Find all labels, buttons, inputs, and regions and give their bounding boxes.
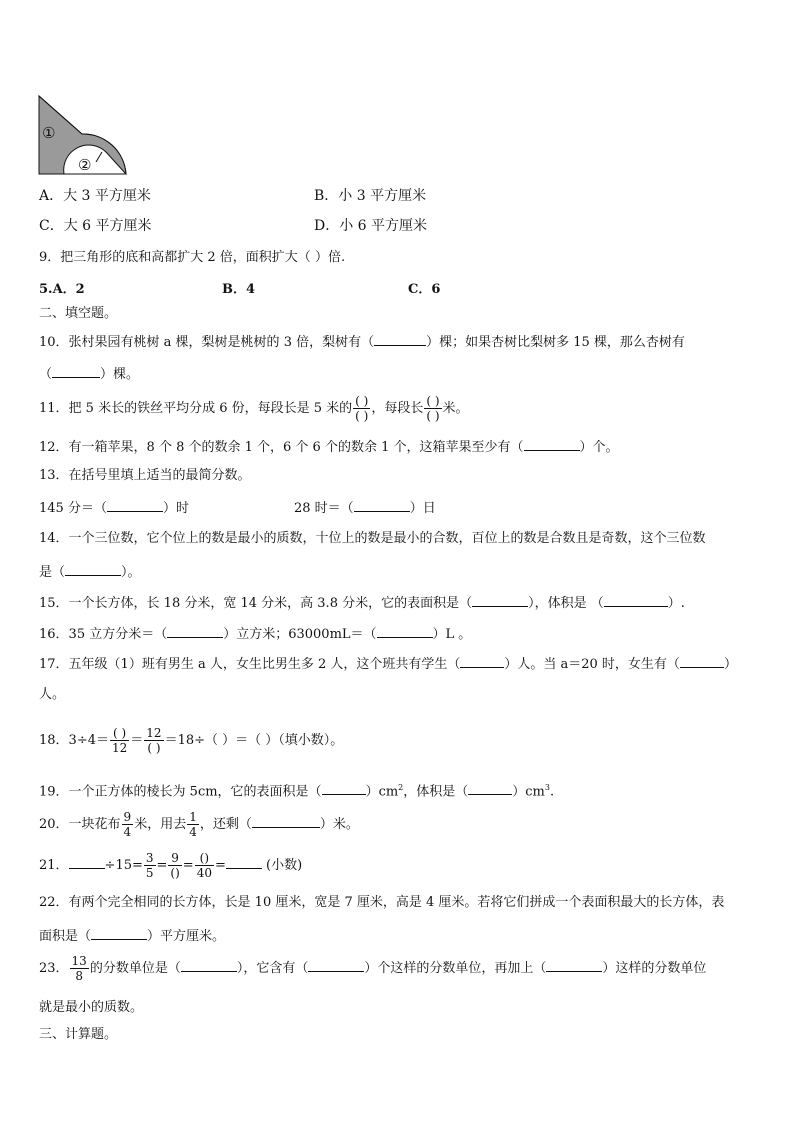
question-22: 22．有两个完全相同的长方体，长是 10 厘米，宽是 7 厘米，高是 4 厘米。若将它们拼成一个表面积最大的长方体，表 [39, 895, 725, 910]
question-10: 10．张村果园有桃树 a 棵，梨树是桃树的 3 倍，梨树有（ ）棵；如果杏树比梨树多 15 棵，那么杏树有 [39, 335, 685, 350]
question-20: 20．一块花布 $\frac{9}{4}$ 米，用去 $\frac{1}{4}$ ，还剩（ ）米。 [39, 810, 359, 839]
question-22-line2: 面积是（ ）平方厘米。 [39, 929, 226, 944]
question-16: 16．35 立方分米＝（ ）立方米；63000mL＝（ ）L 。 [39, 627, 472, 642]
region-2-label: ② [78, 156, 92, 174]
q9-option-a: 5.A．2 [39, 282, 85, 297]
question-15: 15．一个长方体，长 18 分米，宽 14 分米，高 3.8 分米，它的表面积是（ ），体积是 （ ）. [39, 596, 685, 611]
question-18: 18．3÷4＝ $\frac{( )}{12}$ ＝ $\frac{12}{( )}$ ＝18÷（ ）＝（ ）（填小数）。 [39, 726, 344, 755]
question-19: 19．一个正方体的棱长为 5cm，它的表面积是（ ）$cm^2$，体积是（ ）$cm^3$. [39, 783, 555, 800]
question-17: 17．五年级（1）班有男生 a 人，女生比男生多 2 人，这个班共有学生（ ）人。当 a＝20 时，女生有（ ） [39, 657, 737, 672]
question-17-line2: 人。 [39, 687, 66, 702]
option-b: B．小 3 平方厘米 [314, 188, 427, 204]
question-10-line2: （ ）棵。 [39, 367, 140, 382]
q9-option-c: C．6 [408, 282, 441, 297]
q13-part-b: 28 时＝（ ）日 [294, 501, 436, 516]
option-d: D．小 6 平方厘米 [314, 218, 428, 234]
region-1-label: ① [42, 124, 56, 142]
question-12: 12．有一箱苹果，8 个 8 个的数余 1 个，6 个 6 个的数余 1 个，这箱苹果至少有（ ）个。 [39, 440, 619, 455]
question-9: 9．把三角形的底和高都扩大 2 倍，面积扩大（ ）倍. [39, 250, 346, 265]
q9-option-b: B．4 [222, 282, 256, 297]
option-a: A．大 3 平方厘米 [39, 188, 151, 204]
question-21: 21． ÷15= $\frac{3}{5}$ = $\frac{9}{()}$ = $\frac{()}{40}$ = (小数) [39, 851, 303, 880]
question-13: 13．在括号里填上适当的最简分数。 [39, 468, 251, 483]
question-11: 11．把 5 米长的铁丝平均分成 6 份，每段长是 5 米的 $\frac{( )}{( )}$ ，每段长 $\frac{( )}{( )}$ 米。 [39, 394, 469, 423]
q13-part-a: 145 分＝（ ）时 [39, 501, 189, 516]
question-14: 14．一个三位数，它个位上的数是最小的质数，十位上的数是最小的合数，百位上的数是合数且是奇数，这个三位数 [39, 531, 706, 546]
question-14-line2: 是（ ）。 [39, 565, 141, 580]
section-fill-blank-heading: 二、填空题。 [39, 306, 118, 321]
question-23: 23． $\frac{13}{8}$ 的分数单位是（ ），它含有（ ）个这样的分数单位，再加上（ ）这样的分数单位 [39, 954, 707, 983]
section-calculation-heading: 三、计算题。 [39, 1027, 118, 1042]
option-c: C．大 6 平方厘米 [39, 218, 152, 234]
question-23-line2: 就是最小的质数。 [39, 1000, 144, 1015]
geometry-figure [36, 94, 128, 176]
